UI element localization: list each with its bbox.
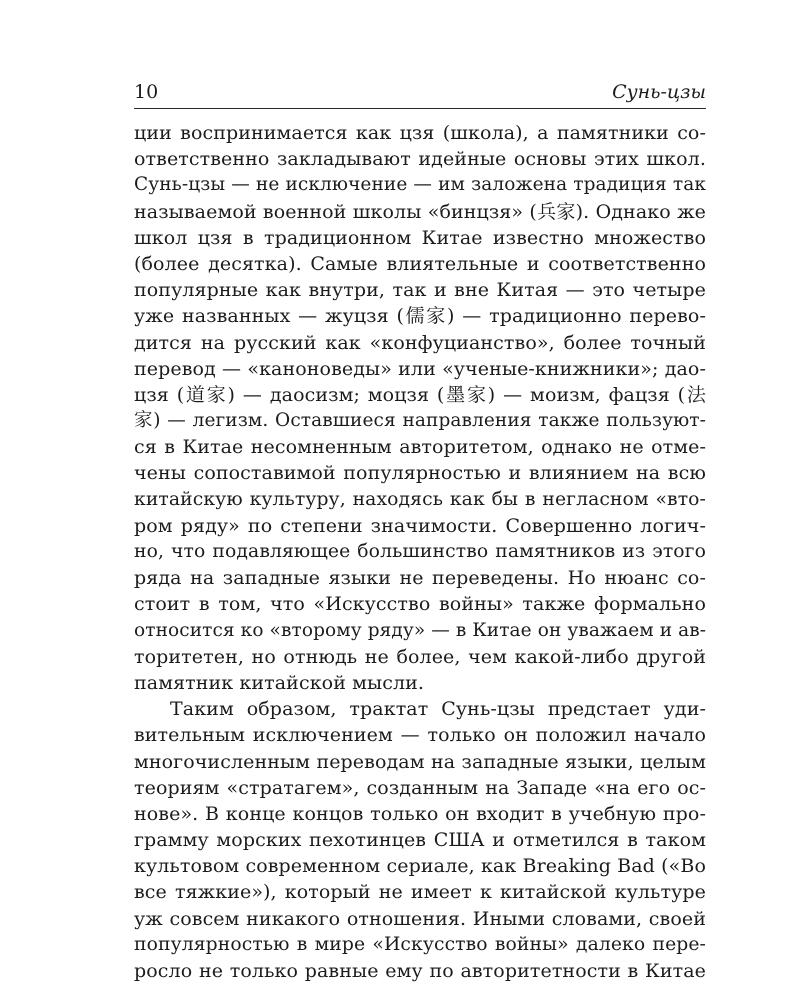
text-line: перевод — «каноноведы» или «ученые-книжники»; дао-: [134, 357, 706, 380]
text-line: торитетен, но отнюдь не более, чем какой-либо другой: [134, 645, 706, 668]
text-line: ции воспринимается как цзя (школа), а памятники со-: [134, 122, 706, 144]
text-line: уже названных — жуцзя (儒家) — традиционно перево-: [134, 305, 706, 328]
text-line: теориям «стратагем», созданным на Западе «на его ос-: [134, 776, 706, 799]
text-line: ся в Китае несомненным авторитетом, однако не отме-: [134, 436, 706, 459]
text-line: многочисленным переводам на западные языки, целым: [134, 750, 706, 773]
text-line: Сунь-цзы — не исключение — им заложена традиция так: [134, 174, 706, 196]
paragraph: [134, 120, 706, 696]
text-line: относится ко «второму ряду» — в Китае он уважаем и ав-: [134, 619, 707, 641]
body-text: [134, 120, 706, 984]
text-line: культовом современном сериале, как Breaking Bad («Во: [134, 855, 706, 878]
text-line: чены сопоставимой популярностью и влиянием на всю: [134, 462, 706, 485]
text-line: уж совсем никакого отношения. Иными словами, своей: [134, 907, 706, 930]
text-line: нове». В конце концов только он входит в учебную про-: [134, 802, 706, 825]
text-line: (более десятка). Самые влиятельные и соответственно: [134, 252, 706, 275]
page-header: [134, 78, 706, 109]
text-line: китайскую культуру, находясь как бы в негласном «вто-: [134, 488, 706, 510]
text-line: росло не только равные ему по авторитетности в Китае: [134, 960, 706, 982]
paragraph: [134, 696, 706, 984]
page-number: 10: [134, 81, 159, 103]
text-line: популярные как внутри, так и вне Китая — это четыре: [134, 279, 706, 302]
text-line: популярностью в мире «Искусство войны» далеко пере-: [134, 933, 706, 955]
text-line: вительным исключением — только он положил начало: [134, 724, 706, 747]
text-line: грамму морских пехотинцев США и отметился в таком: [134, 829, 706, 852]
text-line: цзя (道家) — даосизм; моцзя (墨家) — моизм, фацзя (法: [134, 383, 706, 406]
text-line: 家) — легизм. Оставшиеся направления также пользуют-: [134, 410, 706, 432]
text-line: но, что подавляющее большинство памятников из этого: [134, 541, 706, 562]
running-title: Сунь-цзы: [612, 81, 706, 103]
text-line: называемой военной школы «бинцзя» (兵家). Однако же: [134, 200, 706, 223]
text-line: Таким образом, трактат Сунь-цзы предстает уди-: [170, 698, 706, 721]
text-line: школ цзя в традиционном Китае известно множество: [134, 226, 706, 249]
text-line: стоит в том, что «Искусство войны» также формально: [134, 593, 706, 616]
text-line: дится на русский как «конфуцианство», более точный: [134, 331, 706, 354]
text-line: ответственно закладывают идейные основы этих школ.: [134, 148, 706, 171]
text-line: памятник китайской мысли.: [134, 671, 425, 694]
text-line: ром ряду» по степени значимости. Совершенно логич-: [134, 514, 706, 537]
text-line: ряда на западные языки не переведены. Но нюанс со-: [134, 567, 706, 590]
text-line: все тяжкие»), который не имеет к китайской культуре: [134, 881, 706, 904]
